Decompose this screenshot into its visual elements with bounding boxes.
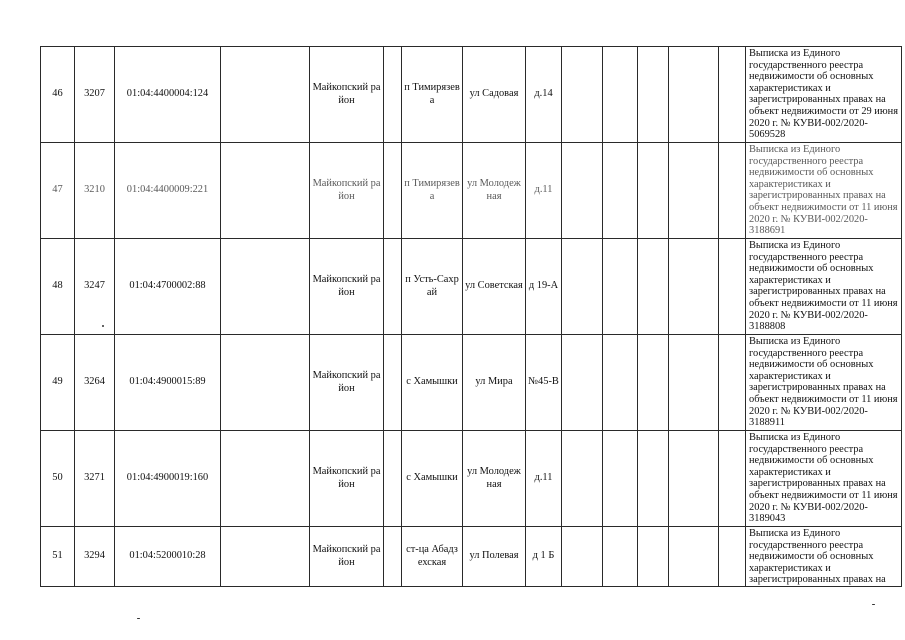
empty-cell <box>719 527 746 587</box>
cadastral-number: 01:04:4700002:88 <box>115 239 221 335</box>
document-description: Выписка из Единого государственного реестра недвижимости об основных характеристиках и зарегистрированных правах на объект недвижимости от 11 июня 2020 г. № КУВИ-002/2020-3188691 <box>746 143 902 239</box>
empty-cell <box>603 527 638 587</box>
document-description: Выписка из Единого государственного реестра недвижимости об основных характеристиках и зарегистрированных правах на <box>746 527 902 587</box>
row-number: 47 <box>41 143 75 239</box>
settlement: п Тимирязева <box>402 47 463 143</box>
empty-cell <box>384 527 402 587</box>
object-id: 3247 <box>75 239 115 335</box>
table-row <box>41 335 902 431</box>
table-row <box>41 527 902 587</box>
empty-cell <box>221 239 310 335</box>
empty-cell <box>669 239 719 335</box>
empty-cell <box>562 527 603 587</box>
empty-cell <box>603 47 638 143</box>
street: ул Молодежная <box>463 143 526 239</box>
empty-cell <box>669 143 719 239</box>
row-number: 51 <box>41 527 75 587</box>
object-id: 3264 <box>75 335 115 431</box>
cadastral-number: 01:04:5200010:28 <box>115 527 221 587</box>
district: Майкопский район <box>310 431 384 527</box>
document-description: Выписка из Единого государственного реестра недвижимости об основных характеристиках и зарегистрированных правах на объект недвижимости от 11 июня 2020 г. № КУВИ-002/2020-3188911 <box>746 335 902 431</box>
cadastral-number: 01:04:4400009:221 <box>115 143 221 239</box>
cadastral-number: 01:04:4900015:89 <box>115 335 221 431</box>
table-row <box>41 47 902 143</box>
empty-cell <box>638 47 669 143</box>
document-description: Выписка из Единого государственного реестра недвижимости об основных характеристиках и зарегистрированных правах на объект недвижимости от 29 июня 2020 г. № КУВИ-002/2020-5069528 <box>746 47 902 143</box>
table-body <box>41 47 902 587</box>
table-row <box>41 239 902 335</box>
scan-speck <box>872 604 875 605</box>
district: Майкопский район <box>310 527 384 587</box>
street: ул Полевая <box>463 527 526 587</box>
empty-cell <box>221 335 310 431</box>
cadastral-number: 01:04:4900019:160 <box>115 431 221 527</box>
empty-cell <box>638 527 669 587</box>
row-number: 50 <box>41 431 75 527</box>
empty-cell <box>638 143 669 239</box>
empty-cell <box>221 143 310 239</box>
empty-cell <box>603 239 638 335</box>
row-number: 48 <box>41 239 75 335</box>
house-number: д 1 Б <box>526 527 562 587</box>
district: Майкопский район <box>310 335 384 431</box>
empty-cell <box>384 47 402 143</box>
settlement: с Хамышки <box>402 335 463 431</box>
house-number: №45-В <box>526 335 562 431</box>
settlement: п Тимирязева <box>402 143 463 239</box>
street: ул Советская <box>463 239 526 335</box>
empty-cell <box>669 47 719 143</box>
empty-cell <box>638 431 669 527</box>
empty-cell <box>562 47 603 143</box>
empty-cell <box>719 431 746 527</box>
empty-cell <box>719 143 746 239</box>
empty-cell <box>719 239 746 335</box>
empty-cell <box>669 527 719 587</box>
settlement: с Хамышки <box>402 431 463 527</box>
row-number: 46 <box>41 47 75 143</box>
empty-cell <box>603 431 638 527</box>
object-id: 3294 <box>75 527 115 587</box>
street: ул Садовая <box>463 47 526 143</box>
empty-cell <box>719 47 746 143</box>
empty-cell <box>384 239 402 335</box>
settlement: ст-ца Абадзехская <box>402 527 463 587</box>
empty-cell <box>669 431 719 527</box>
empty-cell <box>719 335 746 431</box>
object-id: 3210 <box>75 143 115 239</box>
row-number: 49 <box>41 335 75 431</box>
empty-cell <box>562 143 603 239</box>
register-table <box>40 46 902 587</box>
empty-cell <box>384 431 402 527</box>
empty-cell <box>221 47 310 143</box>
house-number: д.11 <box>526 143 562 239</box>
empty-cell <box>603 143 638 239</box>
empty-cell <box>638 239 669 335</box>
document-description: Выписка из Единого государственного реестра недвижимости об основных характеристиках и зарегистрированных правах на объект недвижимости от 11 июня 2020 г. № КУВИ-002/2020-3188808 <box>746 239 902 335</box>
empty-cell <box>603 335 638 431</box>
empty-cell <box>384 335 402 431</box>
house-number: д.14 <box>526 47 562 143</box>
empty-cell <box>638 335 669 431</box>
district: Майкопский район <box>310 239 384 335</box>
street: ул Молодежная <box>463 431 526 527</box>
object-id: 3271 <box>75 431 115 527</box>
empty-cell <box>384 143 402 239</box>
empty-cell <box>669 335 719 431</box>
table-row <box>41 431 902 527</box>
scan-speck <box>137 618 140 619</box>
street: ул Мира <box>463 335 526 431</box>
empty-cell <box>562 335 603 431</box>
document-description: Выписка из Единого государственного реестра недвижимости об основных характеристиках и зарегистрированных правах на объект недвижимости от 11 июня 2020 г. № КУВИ-002/2020-3189043 <box>746 431 902 527</box>
scan-speck <box>102 325 104 327</box>
settlement: п Усть-Сахрай <box>402 239 463 335</box>
object-id: 3207 <box>75 47 115 143</box>
empty-cell <box>562 431 603 527</box>
empty-cell <box>221 431 310 527</box>
house-number: д 19-А <box>526 239 562 335</box>
table-row <box>41 143 902 239</box>
district: Майкопский район <box>310 47 384 143</box>
empty-cell <box>562 239 603 335</box>
empty-cell <box>221 527 310 587</box>
cadastral-number: 01:04:4400004:124 <box>115 47 221 143</box>
house-number: д.11 <box>526 431 562 527</box>
district: Майкопский район <box>310 143 384 239</box>
